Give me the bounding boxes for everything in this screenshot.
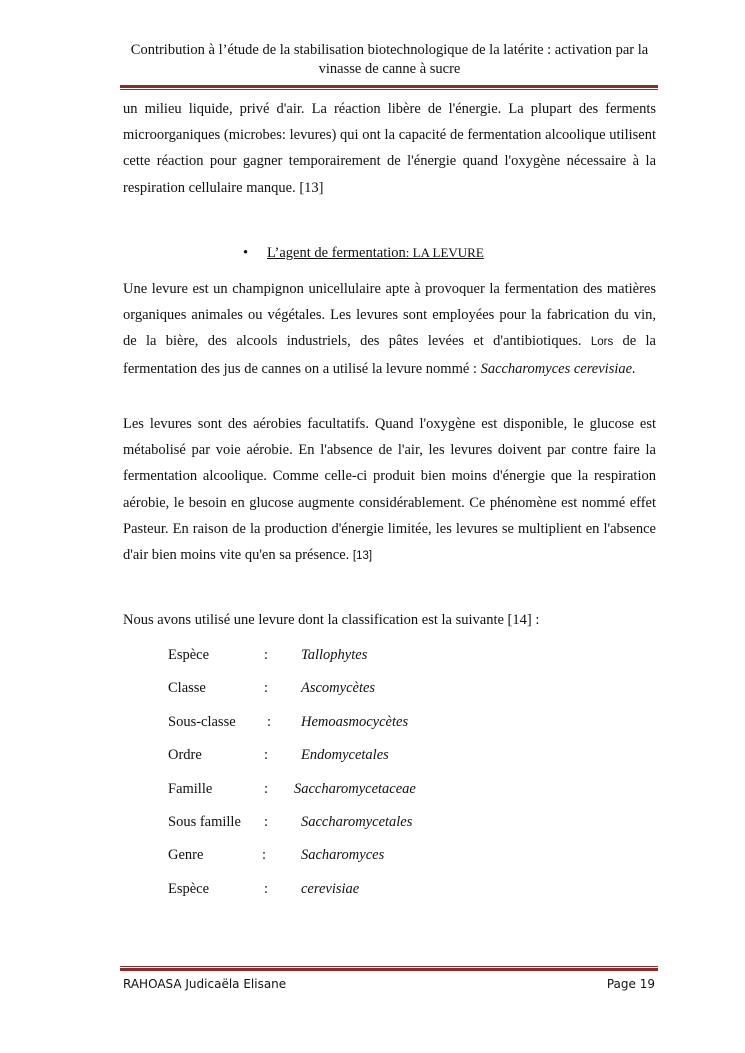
classification-intro-text: Nous avons utilisé une levure dont la classification est la suivante [14] : xyxy=(123,612,540,628)
header-title: Contribution à l’étude de la stabilisation biotechnologique de la latérite : activation par la vinasse de canne à sucre xyxy=(130,42,649,77)
classification-rank: Sous-classe xyxy=(168,714,236,730)
paragraph-fermentation xyxy=(123,96,656,201)
page-number: Page 19 xyxy=(606,977,655,991)
classification-name: Saccharomycetaceae xyxy=(294,781,416,797)
bullet-icon: • xyxy=(243,245,249,261)
classification-sep: : xyxy=(264,747,269,763)
paragraph-levure xyxy=(123,276,656,382)
section-heading xyxy=(243,243,484,263)
classification-name: Endomycetales xyxy=(301,747,389,763)
classification-rank: Famille xyxy=(168,781,213,797)
classification-rank: Sous famille xyxy=(168,814,241,830)
section-title-prefix: L’agent de fermentation xyxy=(267,245,406,261)
classification-sep: : xyxy=(264,781,269,797)
classification-rank: Espèce xyxy=(168,647,210,663)
classification-rank: Ordre xyxy=(168,747,202,763)
classification-rank: Classe xyxy=(168,680,206,696)
section-title-caps: : LA LEVURE xyxy=(405,245,484,260)
classification-sep: : xyxy=(264,680,269,696)
paragraph-3-text: Les levures sont des aérobies facultatifs. Quand l'oxygène est disponible, le glucose est métabolisé par voie aérobie. En l'absence de l'air, les levures doivent par contre faire la fermentation alcoolique. Comme celle-ci produit bien moins d'énergie que la respiration aérobie, le besoin en glucose augmente considérablement. Ce phénomène est nommé effet Pasteur. En raison de la production d'énergie limitée, les levures se multiplient en l'absence d'air bien moins vite qu'en sa présence. xyxy=(123,416,656,564)
paragraph-2-cont: de la fermentation des jus de cannes on a utilisé la levure nommé : xyxy=(123,333,656,377)
classification-name: Tallophytes xyxy=(301,647,368,663)
classification-rank: Espèce xyxy=(168,881,210,897)
classification-name: Ascomycètes xyxy=(301,680,376,696)
classification-name: Hemoasmocycètes xyxy=(301,714,409,730)
page-header xyxy=(123,41,656,79)
classification-sep: : xyxy=(262,847,267,863)
classification-sep: : xyxy=(267,714,272,730)
classification-sep: : xyxy=(264,814,269,830)
paragraph-2-lors: Lors xyxy=(590,336,614,349)
footer-author: RAHOASA Judicaëla Elisane xyxy=(123,977,287,991)
classification-rank: Genre xyxy=(168,847,204,863)
classification-name: Sacharomyces xyxy=(301,847,385,863)
header-divider xyxy=(120,85,658,90)
classification-sep: : xyxy=(264,647,269,663)
classification-intro xyxy=(123,607,656,633)
paragraph-aerobie xyxy=(123,411,656,569)
paragraph-2-text: Une levure est un champignon unicellulaire apte à provoquer la fermentation des matières organiques animales ou végétales. Les levures sont employées pour la fabrication du vin, de la bière, des alcools industriels, des pâtes levées et d'antibiotiques. xyxy=(123,281,656,350)
classification-name: Saccharomycetales xyxy=(301,814,413,830)
paragraph-1-text: un milieu liquide, privé d'air. La réaction libère de l'énergie. La plupart des ferments microorganiques (microbes: levures) qui ont la capacité de fermentation alcoolique utilisent cette réaction pour gagner temporairement de l'énergie quand l'oxygène nécessaire à la respiration cellulaire manque. [13] xyxy=(123,101,656,196)
classification-name: cerevisiae xyxy=(301,881,360,897)
section-title xyxy=(267,245,484,261)
paragraph-3-ref: [13] xyxy=(352,550,373,563)
paragraph-2-species: Saccharomyces cerevisiae. xyxy=(480,360,636,377)
classification-sep: : xyxy=(264,881,269,897)
footer-divider xyxy=(120,966,658,971)
